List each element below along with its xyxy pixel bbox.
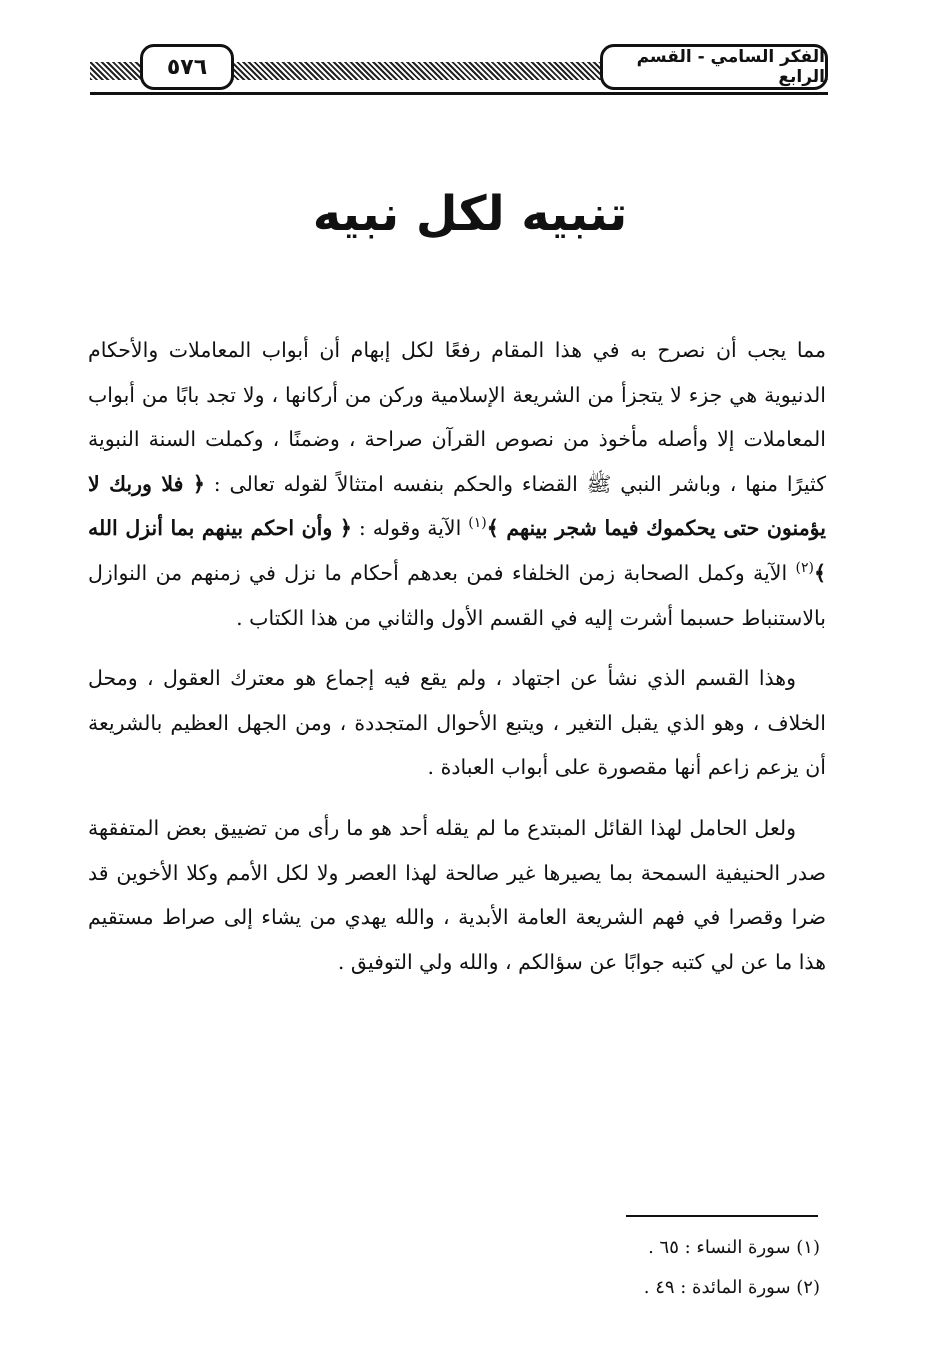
paragraph-3: ولعل الحامل لهذا القائل المبتدع ما لم يقله أحد هو ما رأى من تضييق بعض المتفقهة صدر الحنيفية السمحة بما يصيرها غير صالحة لهذا العصر ولا لكل الأمم وكلا الأخوين قد ضرا وقصرا في فهم الشريعة العامة الأبدية ، والله يهدي من يشاء إلى صراط مستقيم هذا ما عن لي كتبه جوابًا عن سؤالكم ، والله ولي التوفيق .	[88, 815, 826, 974]
footnote-ref-2: (٢)	[795, 560, 814, 577]
body-text	[88, 328, 826, 1000]
paragraph-2: وهذا القسم الذي نشأ عن اجتهاد ، ولم يقع فيه إجماع هو معترك العقول ، ومحل الخلاف ، وهو الذي يقبل التغير ، ويتبع الأحوال المتجددة ، ومن الجهل العظيم بالشريعة أن يزعم زاعم أنها مقصورة على أبواب العبادة .	[88, 666, 826, 780]
footnote-ref-1: (١)	[468, 515, 487, 532]
footnotes	[420, 1228, 820, 1308]
running-title: الفكر السامي - القسم الرابع	[600, 44, 828, 90]
paragraph-1-part-2: الآية وقوله :	[351, 516, 469, 541]
footnote-2: (٢) سورة المائدة : ٤٩ .	[643, 1277, 820, 1298]
paragraph-1	[88, 328, 826, 640]
section-heading: تنبيه لكل نبيه	[312, 186, 628, 242]
quran-quote-1: ﴿ فلا وربك لا يؤمنون حتى يحكموك فيما شجر بينهم ﴾	[88, 471, 826, 541]
page-header	[90, 40, 828, 98]
footnote-separator	[626, 1215, 818, 1217]
footnote-1: (١) سورة النساء : ٦٥ .	[648, 1237, 820, 1258]
header-rule	[90, 92, 828, 95]
paragraph-1-part-3: الآية وكمل الصحابة زمن الخلفاء فمن بعدهم أحكام ما نزل في زمنهم من النوازل بالاستنباط حسبما أشرت إليه في القسم الأول والثاني من هذا الكتاب .	[88, 560, 826, 630]
paragraph-1-part-1: مما يجب أن نصرح به في هذا المقام رفعًا لكل إبهام أن أبواب المعاملات والأحكام الدنيوية هي جزء لا يتجزأ من الشريعة الإسلامية وركن من أركانها ، ولا تجد بابًا من أبواب المعاملات إلا وأصله مأخوذ من نصوص القرآن صراحة ، وضمنًا ، وكملت السنة النبوية كثيرًا منها ، وباشر النبي ﷺ القضاء والحكم بنفسه امتثالاً لقوله تعالى :	[88, 338, 826, 496]
page-number: ٥٧٦	[140, 44, 234, 90]
quran-quote-2: ﴿ وأن احكم بينهم بما أنزل الله ﴾	[88, 516, 826, 585]
